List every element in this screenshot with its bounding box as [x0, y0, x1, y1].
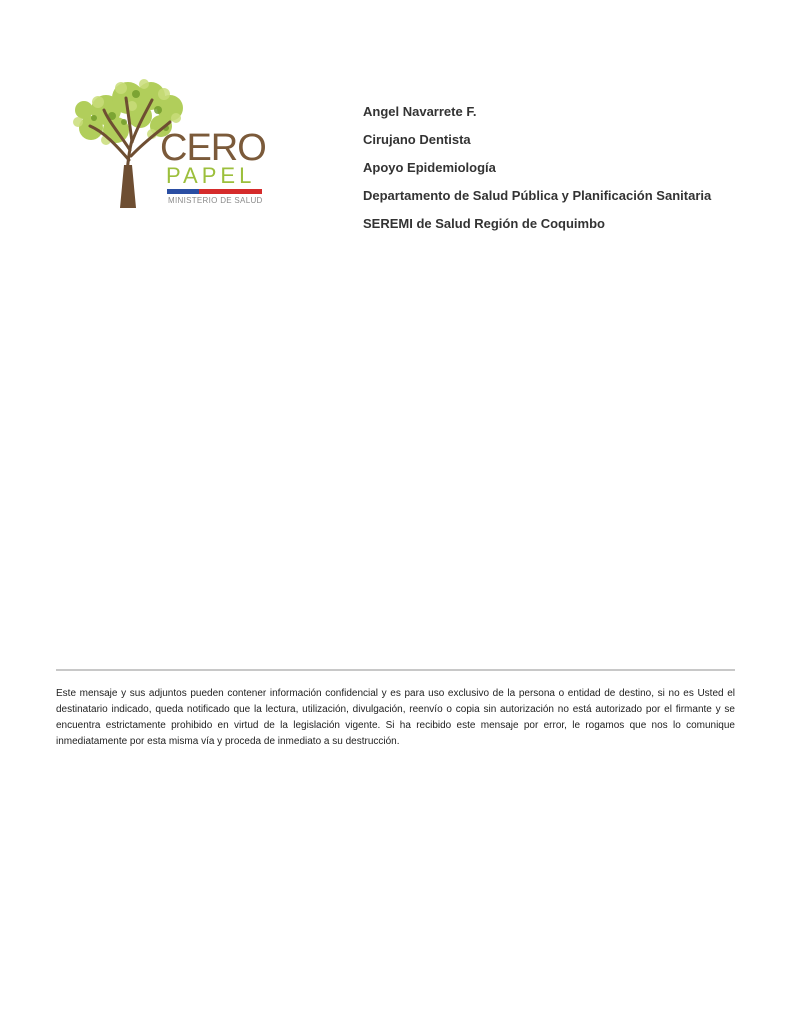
flag-blue-segment: [167, 189, 199, 194]
email-signature: [363, 104, 763, 244]
confidentiality-disclaimer: Este mensaje y sus adjuntos pueden contener información confidencial y es para uso exclusivo de la persona o entidad de destino, si no es Usted el destinatario indicado, queda notificado que la lectura, utilización, divulgación, reenvío o copia sin autorización no está autorizado por el firmante y se encuentra estrictamente prohibido en virtud de la legislación vigente. Si ha recibido este mensaje por error, le rogamos que nos lo comunique inmediatamente por esta misma vía y proceda de inmediato a su destrucción.: [56, 688, 735, 747]
logo-ministry-text: MINISTERIO DE SALUD: [168, 196, 263, 205]
signature-title: Cirujano Dentista: [363, 132, 471, 147]
logo-word-papel: PAPEL: [166, 163, 256, 188]
horizontal-divider: [56, 669, 735, 671]
flag-red-segment: [199, 189, 262, 194]
logo-word-cero: CERO: [160, 127, 266, 169]
signature-role: Apoyo Epidemiología: [363, 160, 496, 175]
signature-department: Departamento de Salud Pública y Planificación Sanitaria: [363, 188, 712, 203]
chile-flag-bar: [167, 189, 262, 194]
cero-papel-logo: [66, 70, 271, 215]
signature-institution: SEREMI de Salud Región de Coquimbo: [363, 216, 605, 231]
signature-name: Angel Navarrete F.: [363, 104, 477, 119]
